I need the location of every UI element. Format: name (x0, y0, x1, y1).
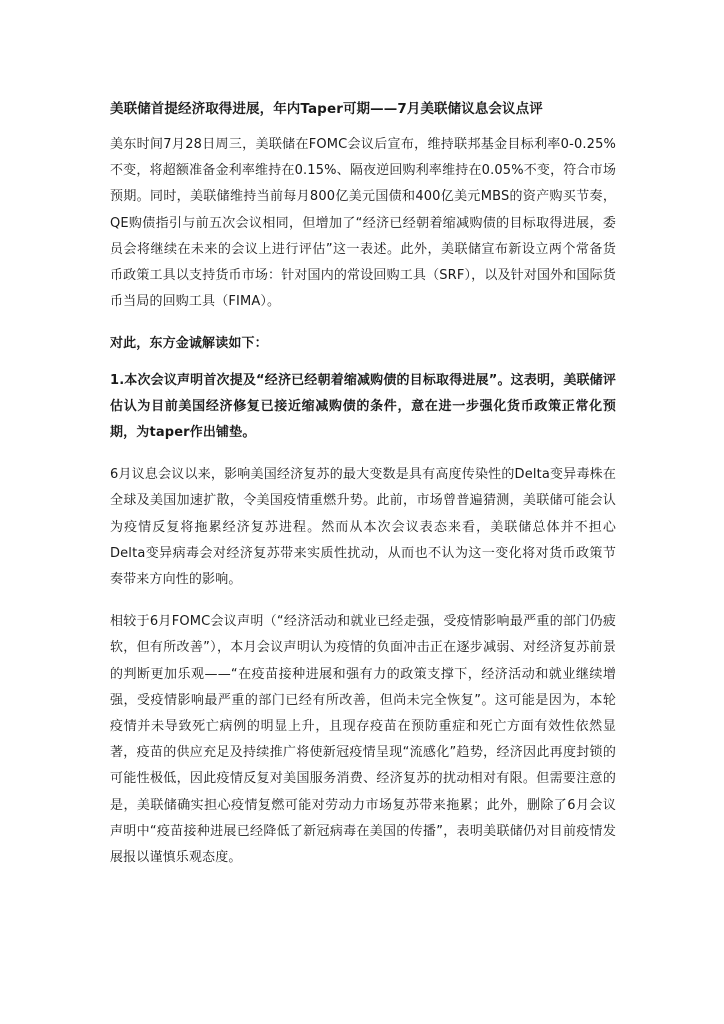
paragraph-fomc-summary: 美东时间7月28日周三，美联储在FOMC会议后宣布，维持联邦基金目标利率0-0.25%不变，将超额准备金利率维持在0.15%、隔夜逆回购利率维持在0.05%不变，符合市场预期。同时，美联储维持当前每月800亿美元国债和400亿美元MBS的资产购买节奏，QE购债指引与前五次会议相同，但增加了“经济已经朝着缩减购债的目标取得进展，委员会将继续在未来的会议上进行评估”这一表述。此外，美联储宣布新设立两个常备货币政策工具以支持货币市场：针对国内的常设回购工具（SRF），以及针对国外和国际货币当局的回购工具（FIMA）。 (110, 137, 616, 310)
document-body (110, 96, 616, 887)
document-title: 美联储首提经济取得进展，年内Taper可期——7月美联储议息会议点评 (110, 101, 543, 117)
paragraph-delta-variant: 6月议息会议以来，影响美国经济复苏的最大变数是具有高度传染性的Delta变异毒株在全球及美国加速扩散，令美国疫情重燃升势。此前，市场曾普遍猜测，美联储可能会认为疫情反复将拖累经济复苏进程。然而从本次会议表态来看，美联储总体并不担心Delta变异病毒会对经济复苏带来实质性扰动，从而也不认为这一变化将对货币政策节奏带来方向性的影响。 (110, 467, 616, 588)
paragraph-interpretation-intro: 对此，东方金诚解读如下： (110, 336, 268, 352)
paragraph-point-1-heading: 1.本次会议声明首次提及“经济已经朝着缩减购债的目标取得进展”。这表明，美联储评估认为目前美国经济修复已接近缩减购债的条件，意在进一步强化货币政策正常化预期，为taper作出铺垫。 (110, 372, 616, 441)
paragraph-june-comparison: 相较于6月FOMC会议声明（“经济活动和就业已经走强，受疫情影响最严重的部门仍疲软，但有所改善”），本月会议声明认为疫情的负面冲击正在逐步减弱、对经济复苏前景的判断更加乐观——“在疫苗接种进展和强有力的政策支撑下，经济活动和就业继续增强，受疫情影响最严重的部门已经有所改善，但尚未完全恢复”。这可能是因为，本轮疫情并未导致死亡病例的明显上升，且现存疫苗在预防重症和死亡方面有效性依然显著，疫苗的供应充足及持续推广将使新冠疫情呈现“流感化”趋势，经济因此再度封锁的可能性极低，因此疫情反复对美国服务消费、经济复苏的扰动相对有限。但需要注意的是，美联储确实担心疫情复燃可能对劳动力市场复苏带来拖累；此外，删除了6月会议声明中“疫苗接种进展已经降低了新冠病毒在美国的传播”，表明美联储仍对目前疫情发展报以谨慎乐观态度。 (110, 614, 616, 866)
